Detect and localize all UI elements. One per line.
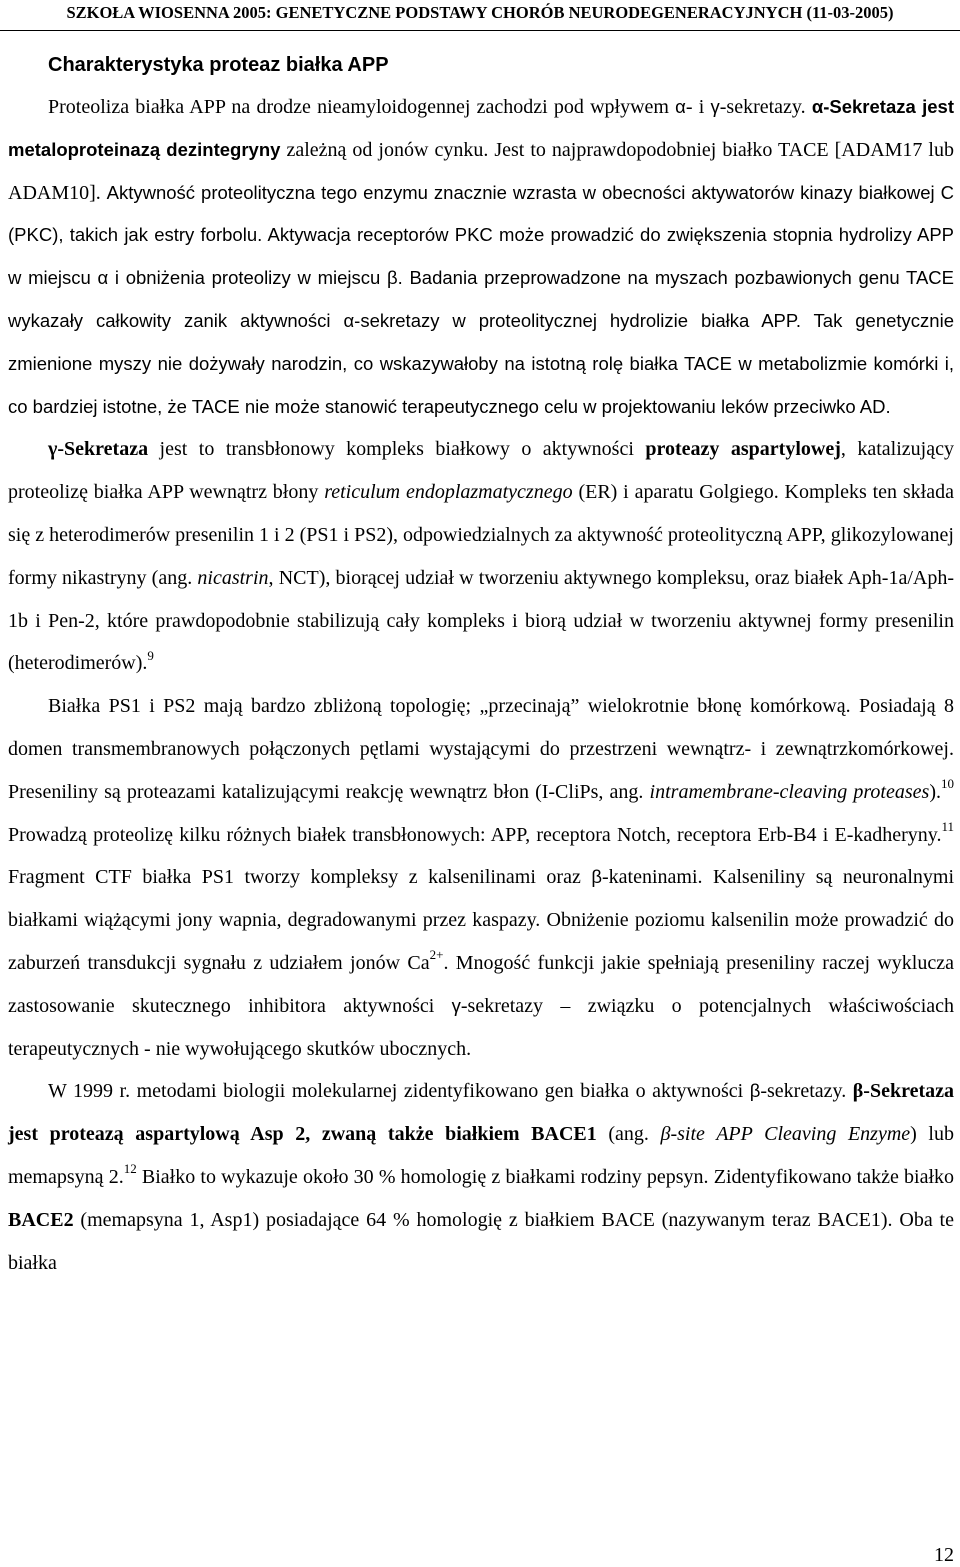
alpha-symbol: α bbox=[675, 96, 686, 117]
gamma-symbol: γ bbox=[710, 96, 720, 117]
section-title: Charakterystyka proteaz białka APP bbox=[48, 54, 389, 76]
footnote-ref: 12 bbox=[123, 1161, 137, 1177]
footnote-ref: 11 bbox=[941, 818, 954, 834]
text: Prowadzą proteolizę kilku różnych białek transbłonowych: APP, receptora Notch, receptora Erb-B4 i E-kadheryny. bbox=[8, 823, 942, 846]
page-number: 12 bbox=[934, 1544, 954, 1566]
italic-term: β-site APP Cleaving Enzyme bbox=[660, 1123, 911, 1146]
text: -sekretazy. bbox=[760, 1080, 853, 1103]
text: (ER) i aparatu Golgiego. Kompleks ten składa się z heterodimerów presenilin 1 i 2 (PS1 i PS2), odpowiedzialnych za aktywność proteolityczną APP, glikozylowanej formy nikastryny (ang. bbox=[8, 481, 954, 589]
text: -sekretazy – związku o potencjalnych właściwościach terapeutycznych - nie wywołującego skutków ubocznych. bbox=[8, 994, 954, 1060]
text: Białka PS1 i PS2 mają bardzo zbliżoną topologię; „przecinają” wielokrotnie błonę komórkową. Posiadają 8 domen transmembranowych połączonych pętlami wystającymi do przestrzeni wewnątrz- i zewnątrzkomórkowej. Preseniliny są proteazami katalizującymi reakcję wewnątrz błon (I-CliPs, ang. bbox=[8, 695, 954, 803]
paragraph-gamma-secretase bbox=[8, 428, 954, 685]
paragraph-presenilins bbox=[8, 685, 954, 1070]
footnote-ref: 9 bbox=[147, 647, 154, 663]
page-body bbox=[8, 52, 954, 1284]
text: -sekretazy. bbox=[719, 96, 812, 118]
paragraph-beta-secretase bbox=[8, 1070, 954, 1284]
text: Białko to wykazuje około 30 % homologię z białkami rodziny pepsyn. Zidentyfikowano także białko bbox=[136, 1165, 954, 1188]
text: (memapsyna 1, Asp1) posiadające 64 % homologię z białkiem BACE (nazywanym teraz BACE1). Oba te białka bbox=[8, 1208, 954, 1274]
gamma-symbol: γ bbox=[451, 994, 461, 1016]
text: , NCT), biorącej udział w tworzeniu aktywnego kompleksu, oraz białek Aph-1a/Aph-1b i Pen-2, które prawdopodobnie stabilizują cały kompleks i biorą udział w tworzeniu aktywnej formy presenilin (heterodimerów). bbox=[8, 566, 954, 675]
beta-symbol: β bbox=[591, 866, 603, 888]
superscript: 2+ bbox=[429, 947, 444, 963]
italic-term: intramembrane-cleaving proteases bbox=[649, 780, 930, 803]
bold-term: proteazy aspartylowej bbox=[645, 438, 841, 461]
bold-term: γ-Sekretaza bbox=[48, 438, 149, 461]
footnote-ref: 10 bbox=[940, 776, 954, 792]
beta-symbol: β bbox=[749, 1080, 761, 1102]
text: Proteoliza białka APP na drodze nieamyloidogennej zachodzi pod wpływem bbox=[48, 96, 676, 118]
paragraph-alpha-secretase bbox=[8, 86, 954, 428]
bold-term: β-Sekretaza jest proteazą aspartylową Asp 2, zwaną także białkiem BACE1 bbox=[8, 1080, 954, 1146]
text: ) lub memapsyną 2. bbox=[8, 1123, 954, 1188]
text: (ang. bbox=[596, 1123, 661, 1146]
bold-term: α-Sekretaza jest metaloproteinazą dezintegryny bbox=[8, 96, 954, 160]
text: Aktywność proteolityczna tego enzymu znacznie wzrasta w obecności aktywatorów kinazy białkowej C (PKC), takich jak estry forbolu. Aktywacja receptorów PKC może prowadzić do zwiększenia stopnia hydrolizy APP w miejscu α i obniżenia proteolizy w miejscu β. Badania przeprowadzone na myszach pozbawionych genu TACE wykazały całkowity zanik aktywności α-sekretazy w proteolitycznej hydrolizie białka APP. Tak genetycznie zmienione myszy nie dożywały narodzin, co wskazywałoby na istotną rolę białka TACE w metabolizmie komórki i, co bardziej istotne, że TACE nie może stanowić terapeutycznego celu w projektowaniu leków przeciwko AD. bbox=[8, 181, 954, 417]
text: . Mnogość funkcji jakie spełniają preseniliny raczej wyklucza zastosowanie skutecznego inhibitora aktywności bbox=[8, 951, 954, 1017]
italic-term: reticulum endoplazmatycznego bbox=[324, 481, 573, 504]
text: ). bbox=[929, 780, 941, 803]
running-header: SZKOŁA WIOSENNA 2005: GENETYCZNE PODSTAWY CHORÓB NEURODEGENERACYJNYCH (11-03-2005) bbox=[0, 0, 960, 31]
text: , katalizujący proteolizę białka APP wewnątrz błony bbox=[8, 438, 954, 504]
bold-term: BACE2 bbox=[8, 1208, 74, 1231]
text: jest to transbłonowy kompleks białkowy o aktywności bbox=[148, 438, 646, 461]
text: zależną od jonów cynku. Jest to najprawdopodobniej białko TACE [ADAM17 lub ADAM10]. bbox=[8, 138, 954, 204]
text: - i bbox=[685, 96, 711, 118]
text: Fragment CTF białka PS1 tworzy kompleksy z kalsenilinami oraz bbox=[8, 866, 592, 889]
text: W 1999 r. metodami biologii molekularnej zidentyfikowano gen białka o aktywności bbox=[48, 1080, 750, 1103]
text: -kateninami. Kalseniliny są neuronalnymi białkami wiążącymi jony wapnia, degradowanymi przez kaspazy. Obniżenie poziomu kalsenilin może prowadzić do zaburzeń transdukcji sygnału z udziałem jonów Ca bbox=[8, 866, 955, 974]
italic-term: nicastrin bbox=[197, 566, 269, 589]
